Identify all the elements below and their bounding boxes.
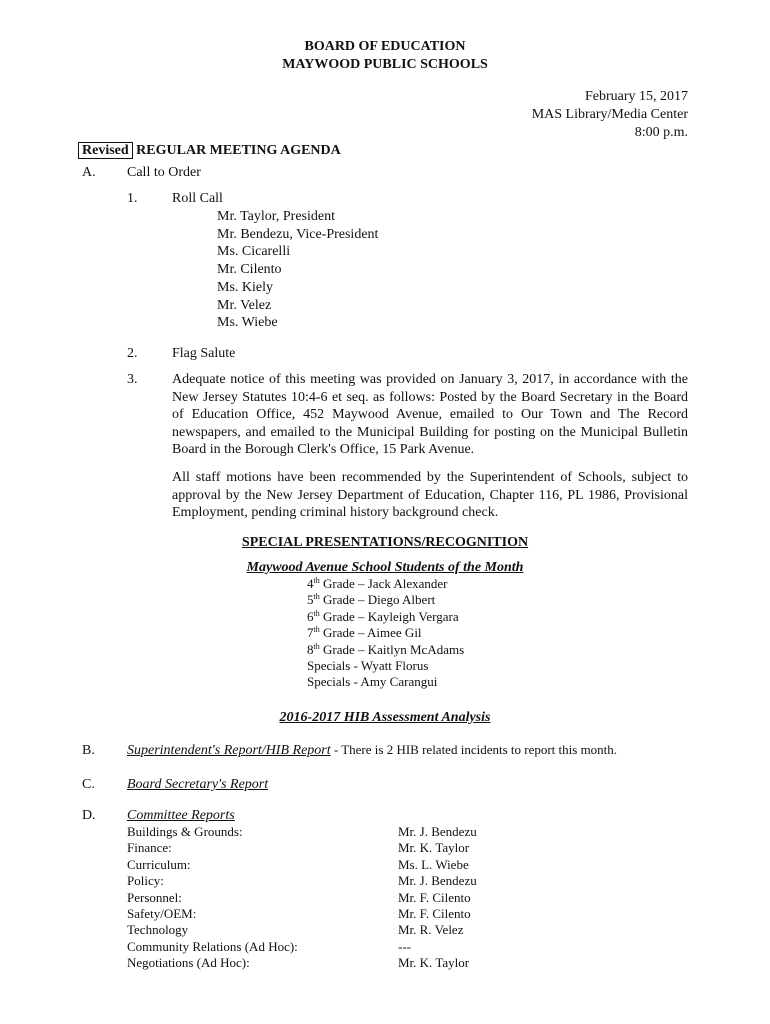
special-presentations-heading: SPECIAL PRESENTATIONS/RECOGNITION [241, 535, 529, 550]
member-item: Mr. Taylor, President [217, 209, 335, 224]
staff-motions-paragraph: All staff motions have been recommended by the Superintendent of Schools, subject to approval by the New Jersey Department of Education, Chapter 116, PL 1986, Provisional Employment, pending criminal history background check. [172, 470, 688, 521]
committee-member: Mr. K. Taylor [398, 955, 470, 971]
member-item: Mr. Bendezu, Vice-President [217, 226, 379, 242]
agenda-title-text: REGULAR MEETING AGENDA [132, 143, 341, 158]
meeting-date: February 15, 2017 [584, 89, 688, 104]
student-item: 6th Grade – Kayleigh Vergara [307, 608, 459, 624]
student-item: 4th Grade – Jack Alexander [307, 576, 448, 591]
member-item: Ms. Kiely [217, 279, 273, 295]
section-d-letter: D. [82, 808, 96, 823]
student-item: 8th Grade – Kaitlyn McAdams [307, 641, 465, 657]
section-b-line [127, 742, 617, 759]
board-title: BOARD OF EDUCATION [304, 39, 466, 54]
member-item: Ms. Cicarelli [217, 244, 291, 260]
committee-member: Ms. L. Wiebe [398, 856, 469, 872]
committee-reports-link[interactable]: Committee Reports [127, 808, 235, 823]
committee-member: Mr. F. Cilento [398, 889, 471, 905]
committee-member: --- [398, 938, 411, 954]
committee-name: Personnel: [127, 889, 182, 905]
student-item: Specials - Wyatt Florus [307, 658, 429, 674]
member-item: Ms. Wiebe [217, 315, 278, 331]
notice-number: 3. [127, 372, 138, 387]
roll-call-title: Roll Call [172, 191, 223, 206]
students-list [307, 576, 464, 691]
committee-member: Mr. F. Cilento [398, 906, 471, 922]
committee-member: Mr. R. Velez [398, 922, 464, 938]
section-c-letter: C. [82, 777, 95, 792]
meeting-location: MAS Library/Media Center [531, 107, 688, 122]
member-item: Mr. Velez [217, 297, 272, 313]
students-of-month-heading: Maywood Avenue School Students of the Month [246, 560, 524, 575]
committee-name: Safety/OEM: [127, 906, 197, 922]
hib-analysis-heading: 2016-2017 HIB Assessment Analysis [279, 710, 491, 725]
committee-member: Mr. J. Bendezu [398, 873, 477, 889]
board-secretary-report-link[interactable]: Board Secretary's Report [127, 777, 269, 792]
roll-call-number: 1. [127, 191, 138, 206]
section-b-letter: B. [82, 743, 95, 758]
district-title: MAYWOOD PUBLIC SCHOOLS [282, 57, 488, 72]
committee-members [398, 824, 477, 972]
committee-name: Negotiations (Ad Hoc): [127, 955, 250, 971]
hib-report-text: - There is 2 HIB related incidents to report this month. [330, 742, 618, 757]
committee-names [127, 824, 298, 972]
section-a-title: Call to Order [127, 165, 201, 180]
student-item: 7th Grade – Aimee Gil [307, 625, 422, 641]
member-list [217, 208, 378, 332]
member-item: Mr. Cilento [217, 262, 282, 278]
agenda-title [82, 142, 341, 159]
committee-name: Technology [127, 922, 189, 938]
superintendent-report-link[interactable]: Superintendent's Report/HIB Report [127, 743, 331, 758]
committee-name: Community Relations (Ad Hoc): [127, 938, 298, 954]
flag-salute-title: Flag Salute [172, 346, 236, 361]
student-item: 5th Grade – Diego Albert [307, 592, 436, 608]
committee-member: Mr. J. Bendezu [398, 824, 477, 839]
committee-name: Curriculum: [127, 856, 191, 872]
student-item: Specials - Amy Carangui [307, 674, 438, 690]
flag-salute-number: 2. [127, 346, 138, 361]
meeting-time: 8:00 p.m. [634, 125, 688, 140]
revised-tag: Revised [78, 142, 133, 159]
committee-name: Policy: [127, 873, 164, 889]
committee-name: Buildings & Grounds: [127, 824, 243, 839]
committee-member: Mr. K. Taylor [398, 840, 470, 856]
section-a-letter: A. [82, 165, 96, 180]
notice-paragraph: Adequate notice of this meeting was provided on January 3, 2017, in accordance with the New Jersey Statutes 10:4-6 et seq. as follows: Posted by the Board Secretary in the Board of Education Office, 452 Maywood Avenue, emailed to Our Town and The Record newspapers, and emailed to the Municipal Building for posting on the Municipal Bulletin Board in the Borough Clerk's Office, 15 Park Avenue. [172, 372, 688, 458]
committee-name: Finance: [127, 840, 172, 856]
